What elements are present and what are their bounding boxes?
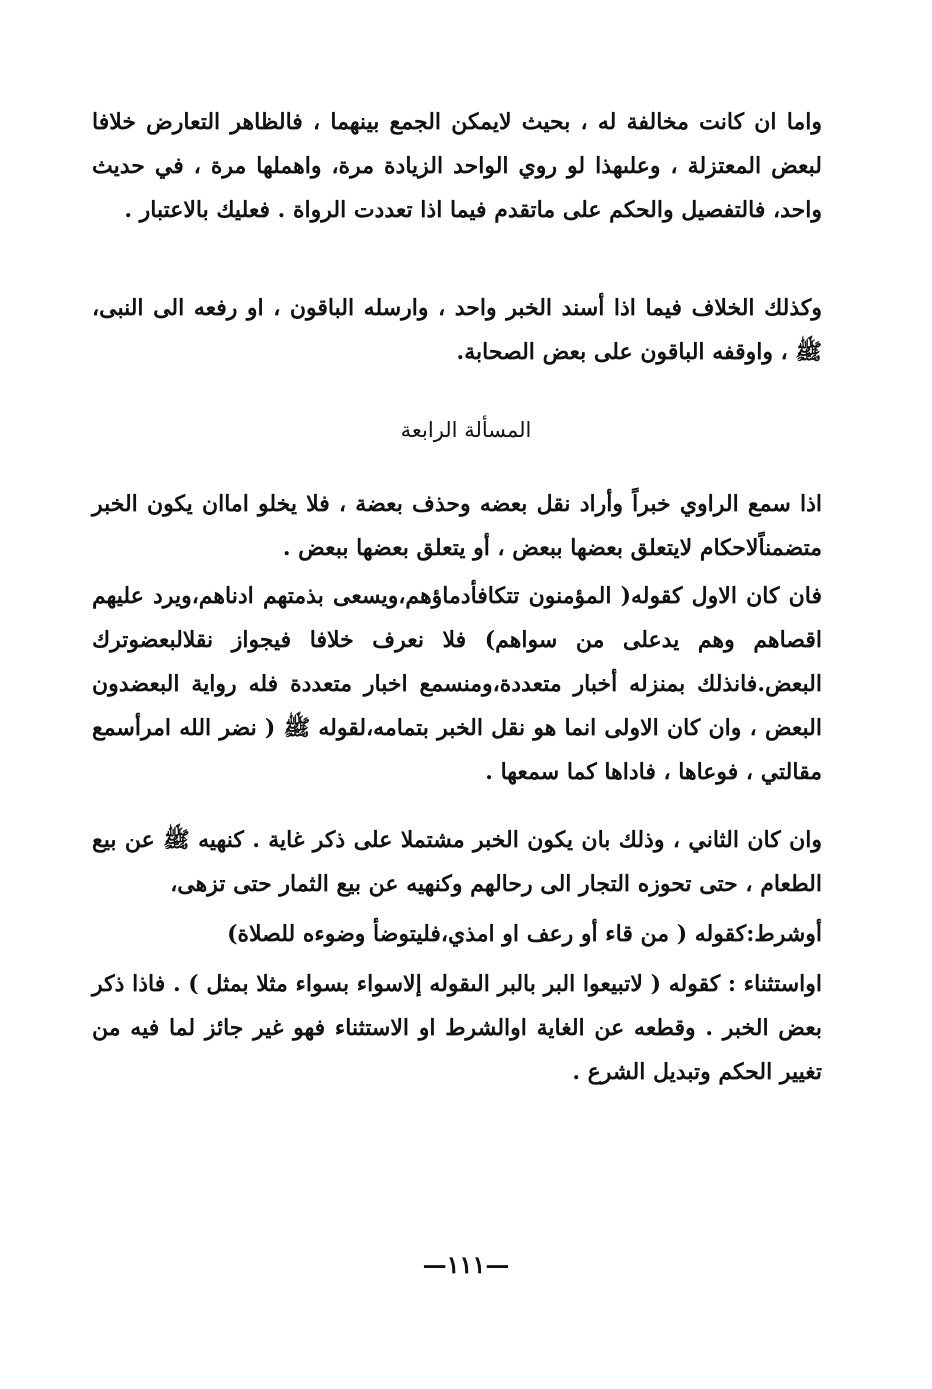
paragraph-contradiction: واما ان كانت مخالفة له ، بحيث لايمكن الجمع بينهما ، فالظاهر التعارض خلافا لبعض المعتزلة ، وعلىهذا لو روي الواحد الزيادة مرة، واهملها مرة ، في حديث واحد، فالتفصيل والحكم على ماتقدم فيما اذا تعددت الرواة . فعليك بالاعتبار . bbox=[92, 109, 822, 223]
page-number: —١١١— bbox=[422, 1250, 510, 1279]
paragraph-partial-narration: اذا سمع الراوي خبراً وأراد نقل بعضه وحذف بعضة ، فلا يخلو اماان يكون الخبر متضمناًلاحكام لايتعلق بعضها ببعض ، أو يتعلق بعضها ببعض . bbox=[92, 491, 822, 561]
paragraph-condition: أوشرط:كقوله ( من قاء أو رعف او امذي،فليتوضأ وضوءه للصلاة) bbox=[227, 921, 822, 947]
paragraph-isnad-disagreement: وكذلك الخلاف فيما اذا أسند الخبر واحد ، وارسله الباقون ، او رفعه الى النبى، ﷺ ، واوقفه الباقون على بعض الصحابة. bbox=[92, 295, 822, 365]
section-heading: المسألة الرابعة bbox=[400, 418, 532, 442]
paragraph-second-case: وان كان الثاني ، وذلك بان يكون الخبر مشتملا على ذكر غاية . كنهيه ﷺ عن بيع الطعام ، حتى تحوزه التجار الى رحالهم وكنهيه عن بيع الثمار حتى تزهى، bbox=[92, 827, 822, 897]
paragraph-exception: اواستثناء : كقوله ( لاتبيعوا البر بالبر الىقوله إلاسواء بسواء مثلا بمثل ) . فاذا ذكر بعض الخبر . وقطعه عن الغاية اوالشرط او الاستثناء فهو غير جائز لما فيه من تغيير الحكم وتبديل الشرع . bbox=[92, 971, 822, 1085]
paragraph-first-case: فان كان الاول كقوله( المؤمنون تتكافأدماؤهم،ويسعى بذمتهم ادناهم،ويرد عليهم اقصاهم وهم يدعلى من سواهم) فلا نعرف خلافا فيجواز نقلالبعضوترك البعض.فانذلك بمنزله أخبار متعددة،ومنسمع اخبار متعددة فله رواية البعضدون البعض ، وان كان الاولى انما هو نقل الخبر بتمامه،لقوله ﷺ ( نضر الله امرأسمع مقالتي ، فوعاها ، فاداها كما سمعها . bbox=[92, 583, 822, 785]
